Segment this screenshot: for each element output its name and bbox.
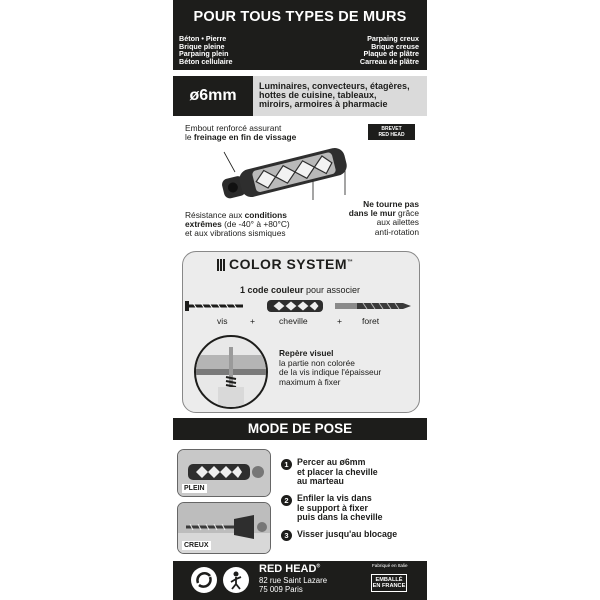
screw-icon (185, 301, 243, 311)
label-vis: vis (217, 316, 228, 326)
step-line: Percer au ø6mm (297, 457, 366, 467)
color-code-text (173, 285, 427, 295)
resist-text: Résistance aux (185, 210, 245, 220)
header-bar (173, 0, 427, 70)
creux-photo (177, 502, 271, 554)
tourne-line-4: anti-rotation (374, 226, 419, 237)
brand-address (259, 576, 327, 594)
material-item: Béton • Pierre (179, 34, 227, 43)
header-title: POUR TOUS TYPES DE MURS (193, 9, 407, 25)
resist-line-3: et aux vibrations sismiques (185, 228, 286, 239)
step-line: Visser jusqu'au blocage (297, 529, 398, 539)
material-item: Brique creuse (371, 41, 419, 51)
brevet-badge (368, 124, 415, 140)
use-line: hottes de cuisine, tableaux, (259, 90, 377, 101)
repere-line: la partie non colorée (279, 357, 355, 368)
step-2 (297, 494, 383, 523)
emballe-en-france-badge (371, 574, 407, 592)
visual-marker-circle (194, 335, 268, 409)
step-line: puis dans la cheville (297, 512, 383, 523)
address-line: 75 009 Paris (259, 585, 303, 594)
tourne-line-3: aux ailettes (376, 217, 419, 228)
diameter-label: ø6mm (173, 76, 253, 116)
brand-name (259, 563, 320, 575)
mode-title: MODE DE POSE (247, 421, 353, 436)
step-number: 2 (281, 495, 292, 506)
brevet-line-1: BREVET (381, 126, 402, 132)
screw-plug-drill-icons (173, 296, 427, 316)
plein-label: PLEIN (184, 485, 205, 492)
label-cheville: cheville (279, 316, 308, 326)
step-number: 1 (281, 459, 292, 470)
code-bold: 1 code couleur (239, 285, 304, 295)
visual-marker-text (279, 349, 381, 387)
anchor-plug (220, 146, 349, 204)
screw-closeup-illustration (196, 337, 266, 407)
embout-text: le (185, 132, 194, 143)
materials-right (360, 35, 419, 65)
callout-line (224, 152, 235, 172)
label-plus: + (250, 316, 256, 326)
emballe-france: FRANCE (382, 583, 406, 590)
diameter-row (173, 76, 427, 116)
registered-mark: ® (316, 563, 321, 570)
creux-label: CREUX (184, 542, 209, 549)
emballe-line (372, 583, 406, 589)
step-line: au marteau (297, 476, 344, 487)
embout-bold: freinage en fin de vissage (193, 132, 297, 143)
tourne-text: grâce (395, 208, 419, 219)
recycle-icon (191, 567, 217, 593)
code-rest: pour associer (303, 285, 361, 295)
step-line: le support à fixer (297, 502, 368, 513)
material-item: Parpaing creux (367, 34, 419, 43)
repere-bold: Repère visuel (279, 348, 334, 358)
use-line: Luminaires, convecteurs, étagères, (259, 81, 410, 91)
step-number: 3 (281, 530, 292, 541)
color-system-title (229, 256, 354, 272)
emballe-en: EN (372, 583, 381, 590)
material-item: Parpaing plein (179, 49, 229, 59)
trademark: ™ (347, 259, 354, 266)
tourne-bold: dans le mur (348, 208, 396, 219)
step-3 (297, 530, 397, 540)
repere-line: de la vis indique l'épaisseur (279, 367, 382, 378)
color-system-logo-icon (217, 258, 227, 270)
material-item: Plaque de plâtre (363, 49, 419, 59)
material-item: Carreau de plâtre (359, 56, 419, 66)
resistance-callout (185, 211, 290, 239)
plug-icon (267, 300, 323, 312)
mode-bar (173, 418, 427, 440)
resist-bold: extrêmes (185, 219, 222, 230)
resist-bold: conditions (244, 210, 287, 220)
step-line: Enfiler la vis dans (297, 493, 372, 503)
plein-photo (177, 449, 271, 497)
use-line: miroirs, armoires à pharmacie (259, 99, 388, 110)
repere-line: maximum à fixer (279, 376, 341, 387)
uses-list (259, 82, 425, 110)
brevet-line-2: RED HEAD (378, 132, 405, 138)
label-foret: foret (362, 316, 380, 326)
label-plus: + (337, 316, 343, 326)
tourne-bold: Ne tourne pas (363, 199, 419, 209)
step-line: et placer la cheville (297, 466, 378, 477)
color-system-title-text: COLOR SYSTEM (229, 256, 348, 272)
product-panel (173, 0, 427, 600)
step-1 (297, 458, 378, 487)
made-in-text: Fabriqué en Italie (372, 563, 408, 568)
material-item: Béton cellulaire (179, 56, 233, 66)
brand-text: RED HEAD (259, 563, 317, 575)
rotation-callout (333, 200, 419, 237)
material-item: Brique pleine (179, 41, 225, 51)
resist-text: (de -40° à +80°C) (221, 219, 290, 230)
address-line: 82 rue Saint Lazare (259, 576, 328, 585)
materials-left (179, 35, 233, 65)
trimen-icon (223, 567, 249, 593)
drill-bit-icon (335, 303, 411, 309)
emballe-line: EMBALLÉ (375, 577, 403, 583)
embout-line-1: Embout renforcé assurant (185, 123, 282, 133)
